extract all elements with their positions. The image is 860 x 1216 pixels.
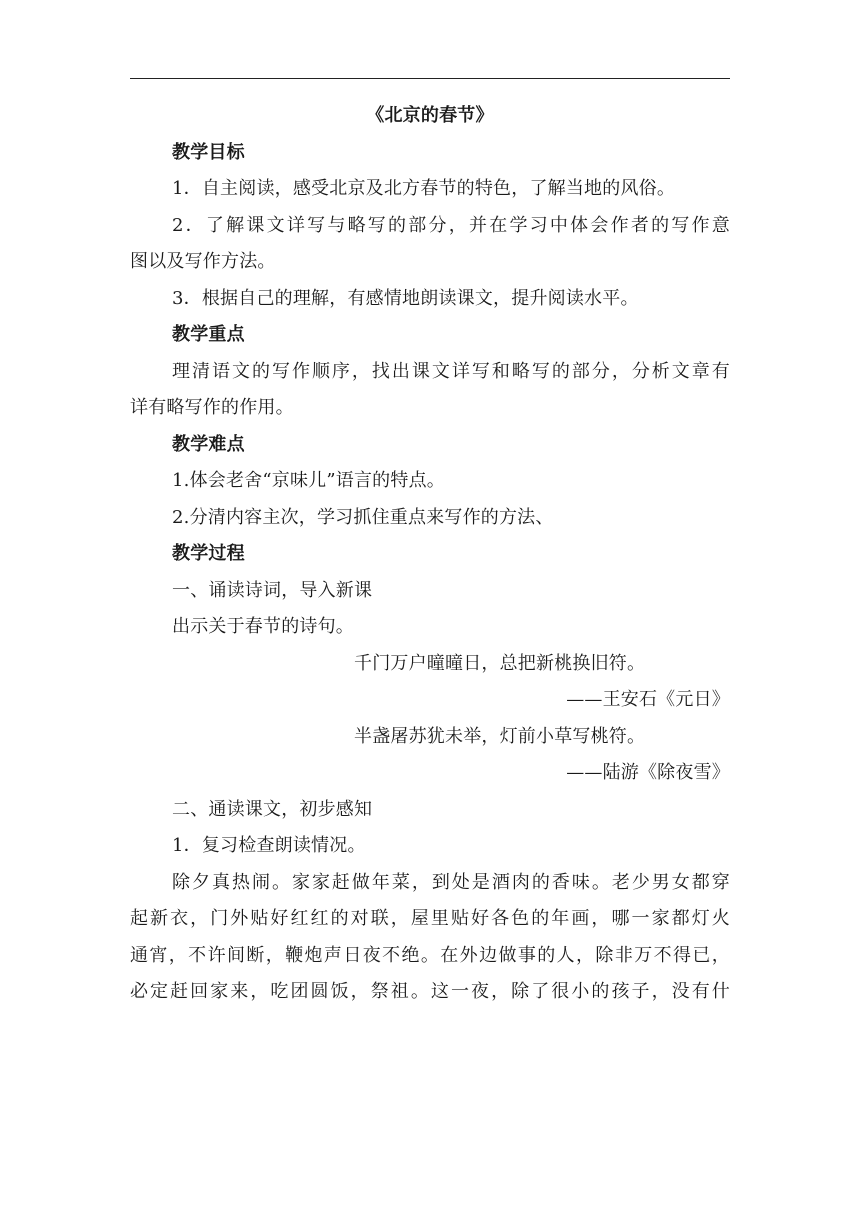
document-title: 《北京的春节》 — [366, 105, 494, 126]
passage-line: 通宵，不许间断，鞭炮声日夜不绝。在外边做事的人，除非万不得已， — [130, 944, 730, 966]
goal-item: 2．了解课文详写与略写的部分，并在学习中体会作者的写作意 — [172, 214, 730, 236]
passage-line: 除夕真热闹。家家赶做年菜，到处是酒肉的香味。老少男女都穿 — [172, 871, 730, 893]
section-heading-process: 教学过程 — [172, 543, 245, 564]
process-item: 1．复习检查朗读情况。 — [172, 835, 366, 856]
poem-author: ——王安石《元日》 — [566, 689, 730, 710]
header-rule — [130, 78, 730, 79]
poem-line: 千门万户曈曈日，总把新桃换旧符。 — [354, 652, 646, 674]
goal-item: 1．自主阅读，感受北京及北方春节的特色，了解当地的风俗。 — [172, 178, 676, 199]
goal-item: 3．根据自己的理解，有感情地朗读课文，提升阅读水平。 — [172, 287, 639, 309]
document-body — [130, 98, 730, 1011]
focus-text-continued: 详有略写作的作用。 — [130, 397, 294, 418]
passage-line: 起新衣，门外贴好红红的对联，屋里贴好各色的年画，哪一家都灯火 — [130, 908, 730, 929]
section-heading-focus: 教学重点 — [172, 324, 245, 345]
process-step: 二、通读课文，初步感知 — [172, 798, 373, 820]
difficulty-item: 2.分清内容主次，学习抓住重点来写作的方法、 — [172, 506, 554, 528]
process-note: 出示关于春节的诗句。 — [172, 616, 354, 637]
goal-item-continued: 图以及写作方法。 — [130, 251, 276, 272]
focus-text: 理清语文的写作顺序，找出课文详写和略写的部分，分析文章有 — [172, 360, 730, 382]
difficulty-item: 1.体会老舍“京味儿”语言的特点。 — [172, 470, 445, 491]
passage-line: 必定赶回家来，吃团圆饭，祭祖。这一夜，除了很小的孩子，没有什 — [130, 981, 730, 1002]
poem-line: 半盏屠苏犹未举，灯前小草写桃符。 — [354, 725, 646, 747]
section-heading-difficulty: 教学难点 — [172, 433, 245, 455]
section-heading-goals: 教学目标 — [172, 141, 245, 163]
process-step: 一、诵读诗词，导入新课 — [172, 579, 373, 601]
poem-author: ——陆游《除夜雪》 — [566, 762, 730, 783]
